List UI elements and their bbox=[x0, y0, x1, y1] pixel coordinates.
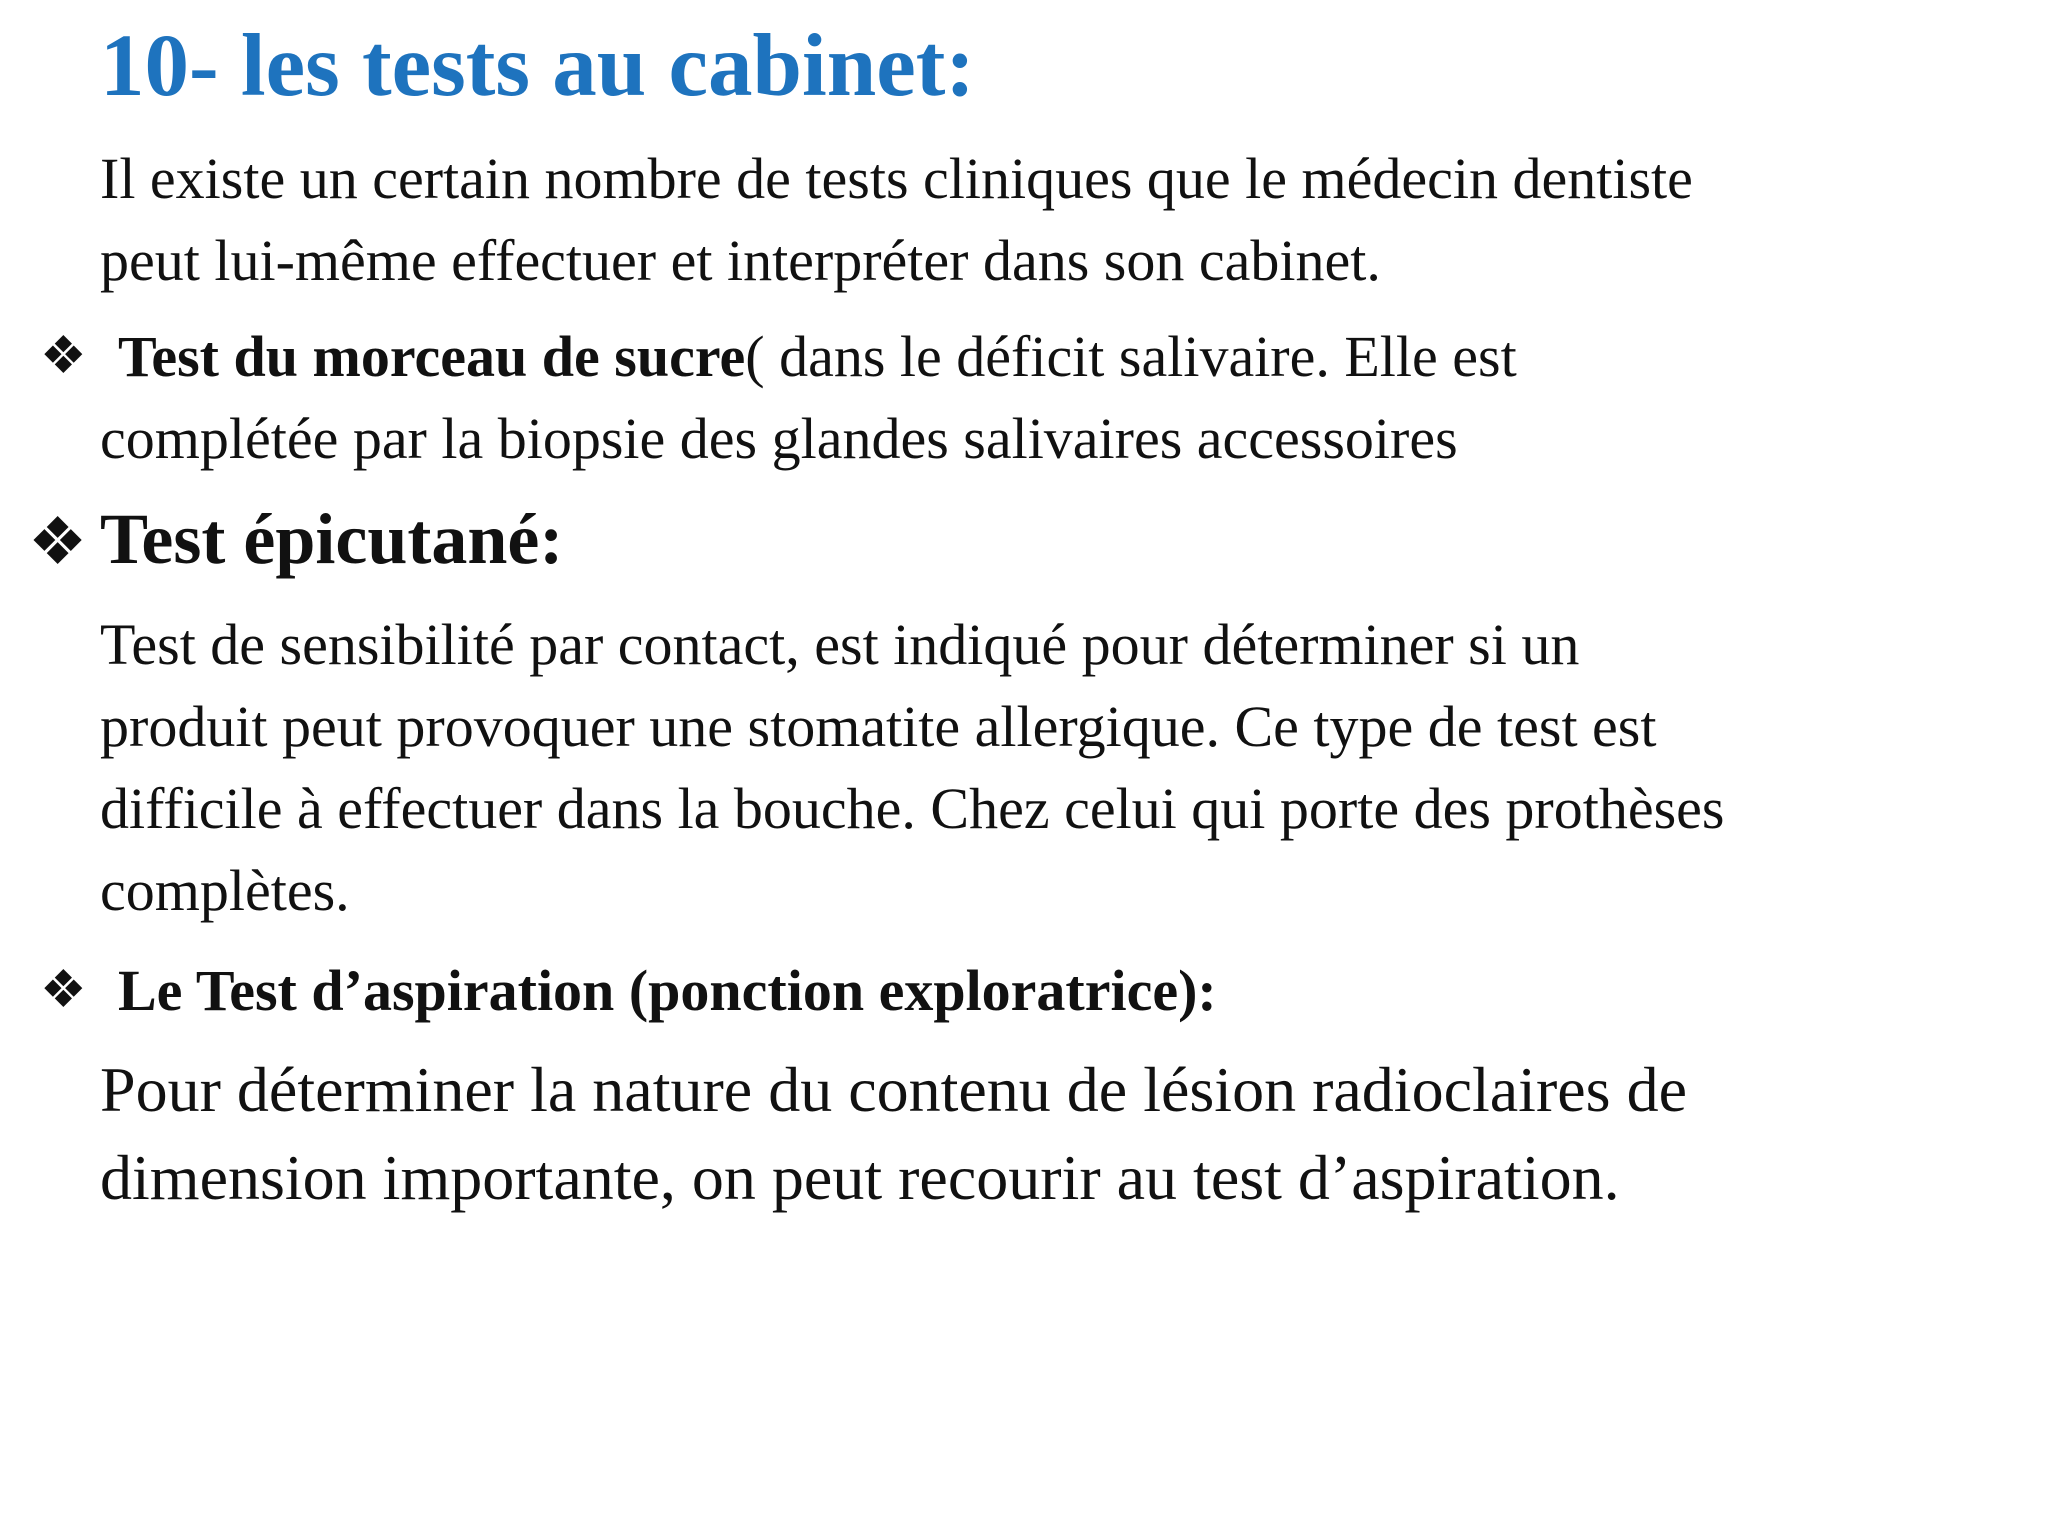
slide-title: 10- les tests au cabinet: bbox=[100, 17, 976, 115]
sucre-text-2: complétée par la biopsie des glandes salivaires accessoires bbox=[100, 406, 1458, 471]
intro-line-2: peut lui-même effectuer et interpréter dans son cabinet. bbox=[100, 228, 1381, 293]
bullet-diamond-icon: ❖ bbox=[28, 506, 88, 579]
bullet-diamond-icon: ❖ bbox=[40, 328, 87, 385]
aspiration-text-1: Pour déterminer la nature du contenu de lésion radioclaires de bbox=[100, 1054, 1687, 1125]
aspiration-text-2: dimension importante, on peut recourir au test d’aspiration. bbox=[100, 1142, 1620, 1213]
epicutane-text-3: difficile à effectuer dans la bouche. Chez celui qui porte des prothèses bbox=[100, 776, 1725, 841]
epicutane-text-2: produit peut provoquer une stomatite allergique. Ce type de test est bbox=[100, 694, 1657, 759]
epicutane-heading: Test épicutané: bbox=[100, 499, 564, 579]
sucre-text-1: ( dans le déficit salivaire. Elle est bbox=[745, 324, 1517, 389]
epicutane-text-4: complètes. bbox=[100, 858, 350, 923]
sucre-heading-line bbox=[118, 316, 1517, 398]
bullet-diamond-icon: ❖ bbox=[40, 962, 87, 1019]
intro-line-1: Il existe un certain nombre de tests cliniques que le médecin dentiste bbox=[100, 146, 1693, 211]
epicutane-text-1: Test de sensibilité par contact, est indiqué pour déterminer si un bbox=[100, 612, 1580, 677]
sucre-heading: Test du morceau de sucre bbox=[118, 324, 746, 389]
aspiration-heading: Le Test d’aspiration (ponction exploratrice): bbox=[118, 958, 1217, 1023]
